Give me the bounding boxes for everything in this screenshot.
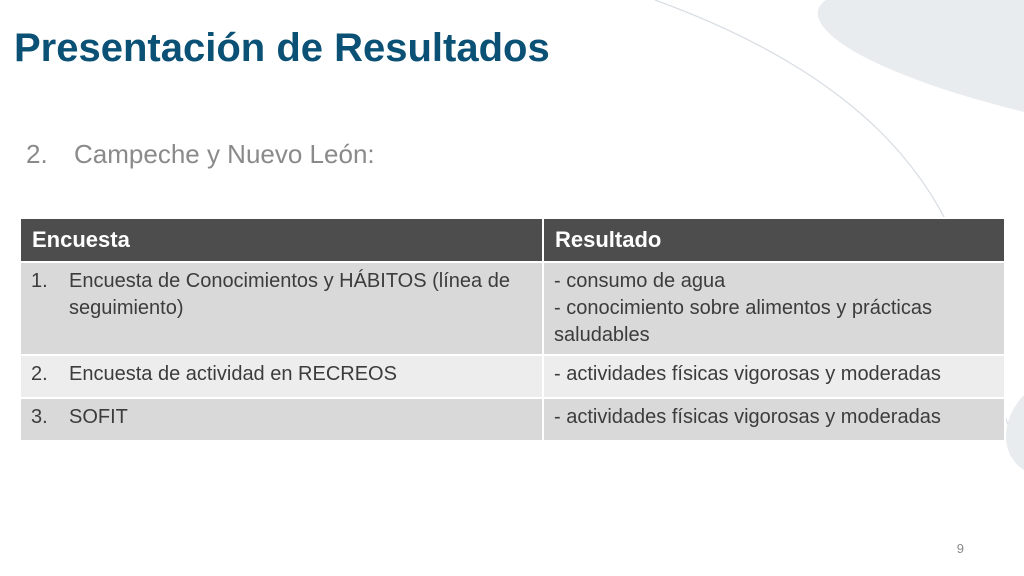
page-number: 9 [956, 541, 964, 556]
survey-cell [20, 355, 543, 398]
result-item: - actividades físicas vigorosas y moderadas [554, 406, 941, 428]
result-cell [543, 398, 1005, 441]
section-subtitle [26, 138, 375, 170]
table-row [20, 262, 1005, 355]
table-header-row [20, 218, 1005, 262]
decor-gray-shape-bottom [1006, 395, 1024, 470]
result-cell [543, 262, 1005, 355]
survey-cell [20, 398, 543, 441]
survey-name: Encuesta de actividad en RECREOS [69, 363, 397, 385]
result-item: - actividades físicas vigorosas y moderadas [554, 363, 941, 385]
header-resultado: Resultado [543, 218, 1005, 262]
table-row [20, 398, 1005, 441]
survey-cell [20, 262, 543, 355]
subtitle-text: Campeche y Nuevo León: [74, 139, 375, 169]
survey-name: Encuesta de Conocimientos y HÁBITOS (línea de seguimiento) [69, 270, 510, 319]
result-cell [543, 355, 1005, 398]
subtitle-number: 2. [26, 139, 48, 169]
survey-name: SOFIT [69, 406, 128, 428]
result-item: - conocimiento sobre alimentos y prácticas saludables [554, 297, 932, 346]
slide-title: Presentación de Resultados [14, 26, 550, 70]
results-table [19, 217, 1006, 442]
row-number: 3. [31, 406, 48, 428]
row-number: 2. [31, 363, 48, 385]
header-encuesta: Encuesta [20, 218, 543, 262]
decor-gray-shape [818, 0, 1024, 112]
row-number: 1. [31, 270, 48, 292]
table-row [20, 355, 1005, 398]
result-item: - consumo de agua [554, 270, 726, 292]
